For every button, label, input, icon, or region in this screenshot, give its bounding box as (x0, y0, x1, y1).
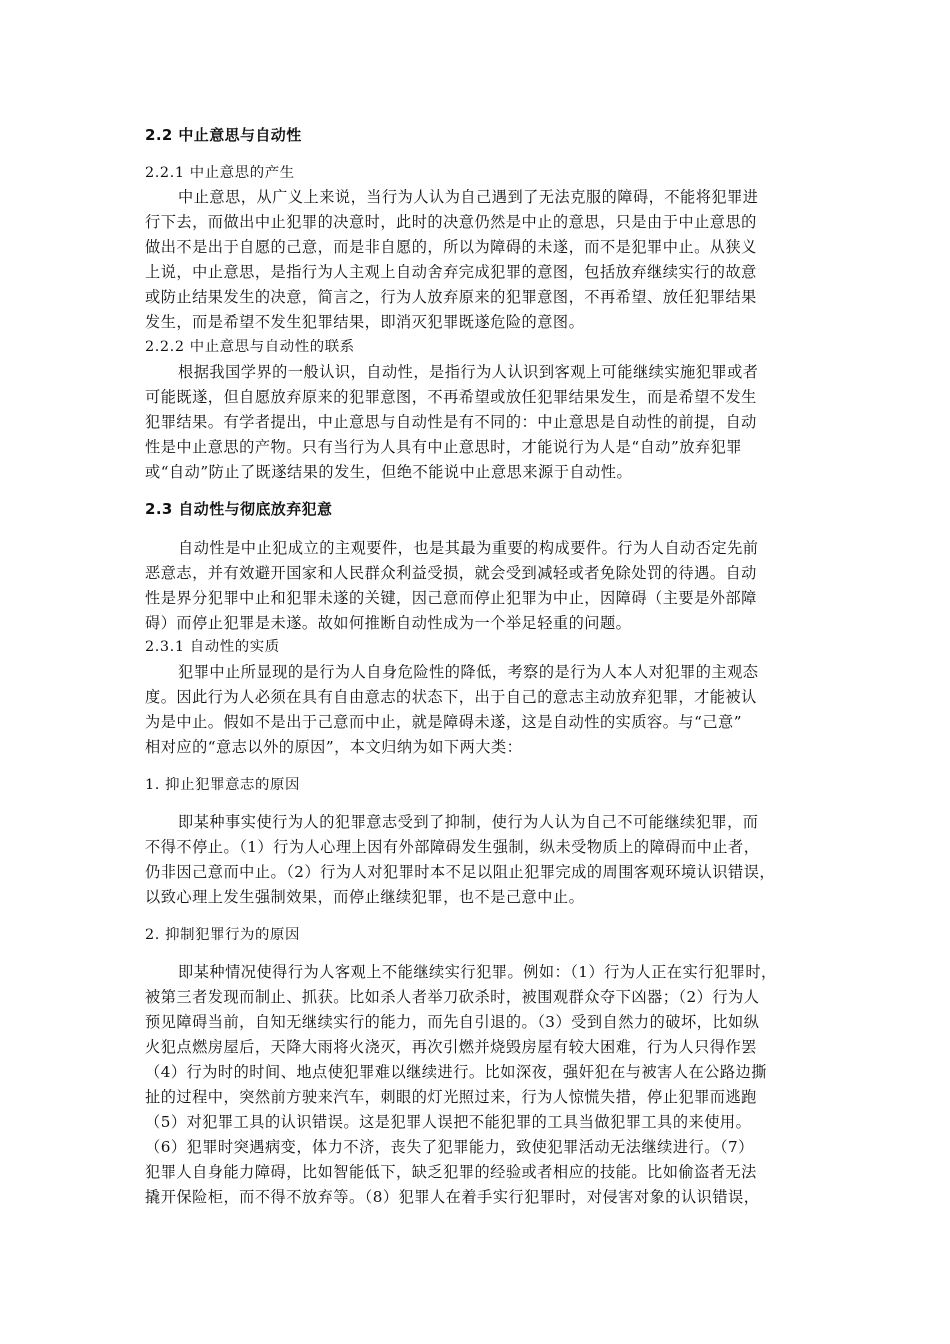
paragraph-line: 撬开保险柜，而不得不放弃等。（8）犯罪人在着手实行犯罪时，对侵害对象的认识错误， (145, 1188, 760, 1206)
paragraph-line: 根据我国学界的一般认识，自动性，是指行为人认识到客观上可能继续实施犯罪或者 (178, 363, 759, 381)
paragraph-line: 不得不停止。（1）行为人心理上因有外部障碍发生强制，纵未受物质上的障碍而中止者， (145, 838, 760, 856)
paragraph-line: 发生，而是希望不发生犯罪结果，即消灭犯罪既遂危险的意图。 (145, 313, 585, 331)
paragraph-line: （6）犯罪时突遇病变，体力不济，丧失了犯罪能力，致使犯罪活动无法继续进行。（7） (145, 1138, 754, 1156)
paragraph-line: 性是中止意思的产物。只有当行为人具有中止意思时，才能说行为人是“自动”放弃犯罪 (145, 438, 742, 456)
paragraph-line: 上说，中止意思，是指行为人主观上自动舍弃完成犯罪的意图，包括放弃继续实行的故意 (145, 263, 757, 281)
subsection-heading-2-2-1: 2.2.1 中止意思的产生 (145, 165, 295, 181)
paragraph-line: 犯罪中止所显现的是行为人自身危险性的降低，考察的是行为人本人对犯罪的主观态 (178, 663, 759, 681)
paragraph-line: 犯罪结果。有学者提出，中止意思与自动性是有不同的：中止意思是自动性的前提，自动 (145, 413, 757, 431)
subsection-heading-2-2-2: 2.2.2 中止意思与自动性的联系 (145, 339, 355, 355)
paragraph-line: 自动性是中止犯成立的主观要件，也是其最为重要的构成要件。行为人自动否定先前 (178, 539, 759, 557)
paragraph-line: 行下去，而做出中止犯罪的决意时，此时的决意仍然是中止的意思，只是由于中止意思的 (145, 213, 757, 231)
paragraph-line: （5）对犯罪工具的认识错误。这是犯罪人误把不能犯罪的工具当做犯罪工具的来使用。 (145, 1113, 752, 1131)
paragraph-line: 仍非因己意而中止。（2）行为人对犯罪时本不足以阻止犯罪完成的周围客观环境认识错误， (145, 863, 776, 881)
paragraph-line: 犯罪人自身能力障碍，比如智能低下，缺乏犯罪的经验或者相应的技能。比如偷盗者无法 (145, 1163, 757, 1181)
paragraph-line: 预见障碍当前，自知无继续实行的能力，而先自引退的。（3）受到自然力的破坏，比如纵 (145, 1013, 760, 1031)
paragraph-line: 或防止结果发生的决意，简言之，行为人放弃原来的犯罪意图，不再希望、放任犯罪结果 (145, 288, 757, 306)
section-heading-2-3: 2.3 自动性与彻底放弃犯意 (145, 500, 333, 518)
paragraph-line: 恶意志，并有效避开国家和人民群众利益受损，就会受到减轻或者免除处罚的待遇。自动 (145, 564, 757, 582)
paragraph-line: 被第三者发现而制止、抓获。比如杀人者举刀砍杀时，被围观群众夺下凶器；（2）行为人 (145, 988, 760, 1006)
paragraph-line: 相对应的“意志以外的原因”，本文归纳为如下两大类： (145, 738, 523, 756)
paragraph-line: 或“自动”防止了既遂结果的发生，但绝不能说中止意思来源于自动性。 (145, 463, 633, 481)
paragraph-line: 性是界分犯罪中止和犯罪未遂的关键，因己意而停止犯罪为中止，因障碍（主要是外部障 (145, 589, 757, 607)
paragraph-line: 扯的过程中，突然前方驶来汽车，刺眼的灯光照过来，行为人惊慌失措，停止犯罪而逃跑 (145, 1088, 757, 1106)
subsection-heading-2-3-1: 2.3.1 自动性的实质 (145, 639, 280, 655)
list-heading-1: 1. 抑止犯罪意志的原因 (145, 777, 301, 793)
paragraph-line: 中止意思，从广义上来说，当行为人认为自己遇到了无法克服的障碍，不能将犯罪进 (178, 188, 759, 206)
paragraph-line: 火犯点燃房屋后，天降大雨将火浇灭，再次引燃并烧毁房屋有较大困难，行为人只得作罢 (145, 1038, 757, 1056)
paragraph-line: 度。因此行为人必须在具有自由意志的状态下，出于自己的意志主动放弃犯罪，才能被认 (145, 688, 757, 706)
paragraph-line: 即某种事实使行为人的犯罪意志受到了抑制，使行为人认为自己不可能继续犯罪，而 (178, 813, 759, 831)
paragraph-line: 为是中止。假如不是出于己意而中止，就是障碍未遂，这是自动性的实质容。与“己意” (145, 713, 742, 731)
paragraph-line: 可能既遂，但自愿放弃原来的犯罪意图，不再希望或放任犯罪结果发生，而是希望不发生 (145, 388, 757, 406)
section-heading-2-2: 2.2 中止意思与自动性 (145, 126, 302, 144)
list-heading-2: 2. 抑制犯罪行为的原因 (145, 927, 301, 943)
paragraph-line: 即某种情况使得行为人客观上不能继续实行犯罪。例如：（1）行为人正在实行犯罪时， (178, 963, 777, 981)
paragraph-line: 以致心理上发生强制效果，而停止继续犯罪，也不是己意中止。 (145, 888, 585, 906)
paragraph-line: （4）行为时的时间、地点使犯罪难以继续进行。比如深夜，强奸犯在与被害人在公路边撕 (145, 1063, 767, 1081)
paragraph-line: 碍）而停止犯罪是未遂。故如何推断自动性成为一个举足轻重的问题。 (145, 614, 632, 632)
paragraph-line: 做出不是出于自愿的己意，而是非自愿的，所以为障碍的未遂，而不是犯罪中止。从狭义 (145, 238, 757, 256)
